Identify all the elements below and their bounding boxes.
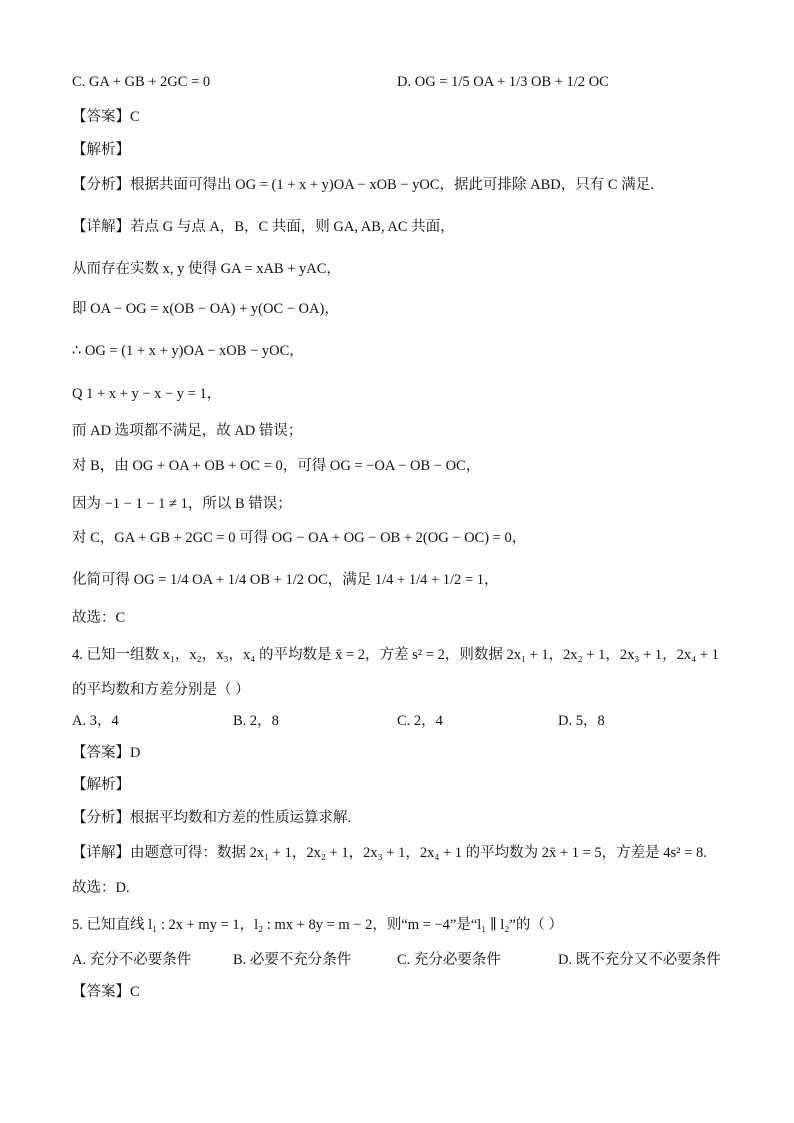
q4-option-c: C. 2，4 bbox=[397, 713, 443, 729]
q5-option-b: B. 必要不充分条件 bbox=[233, 952, 352, 968]
q3-option-c: C. GA + GB + 2GC = 0 bbox=[72, 74, 211, 90]
q5-option-d: D. 既不充分又不必要条件 bbox=[558, 952, 721, 968]
q4-analysis-label: 【解析】 bbox=[72, 777, 130, 793]
q3-detail-9: 对 C，GA + GB + 2GC = 0 可得 OG − OA + OG − OB + 2(OG − OC) = 0， bbox=[72, 530, 527, 546]
q4-choose: 故选：D. bbox=[72, 880, 130, 896]
q3-detail-6: 而 AD 选项都不满足，故 AD 错误； bbox=[72, 423, 303, 439]
q5-stem: 5. 已知直线 l₁ : 2x + my = 1，l₂ : mx + 8y = m − 2，则“m = −4”是“l₁ ∥ l₂”的（ ） bbox=[72, 917, 563, 933]
q3-detail-10: 化简可得 OG = 1/4 OA + 1/4 OB + 1/2 OC，满足 1/4 + 1/4 + 1/2 = 1， bbox=[72, 572, 499, 588]
q3-choose: 故选：C bbox=[72, 610, 126, 626]
q4-stem-2: 的平均数和方差分别是（ ） bbox=[72, 682, 250, 698]
q4-option-a: A. 3，4 bbox=[72, 713, 119, 729]
q4-answer: 【答案】D bbox=[72, 745, 141, 761]
q4-detail: 【详解】由题意可得：数据 2x₁ + 1，2x₂ + 1，2x₃ + 1，2x₄ + 1 的平均数为 2x̄ + 1 = 5，方差是 4s² = 8. bbox=[72, 845, 707, 861]
q4-fenxi: 【分析】根据平均数和方差的性质运算求解. bbox=[72, 810, 352, 826]
q5-option-c: C. 充分必要条件 bbox=[397, 952, 501, 968]
q3-detail-3: 即 OA − OG = x(OB − OA) + y(OC − OA)， bbox=[72, 301, 339, 317]
q3-detail-4: ∴ OG = (1 + x + y)OA − xOB − yOC， bbox=[72, 343, 304, 359]
q3-detail-1: 【详解】若点 G 与点 A，B，C 共面，则 GA, AB, AC 共面， bbox=[72, 219, 455, 235]
q3-detail-5: Q 1 + x + y − x − y = 1， bbox=[72, 386, 222, 402]
q3-detail-8: 因为 −1 − 1 − 1 ≠ 1，所以 B 错误； bbox=[72, 496, 292, 512]
q4-option-d: D. 5，8 bbox=[558, 713, 605, 729]
q3-detail-2: 从而存在实数 x, y 使得 GA = xAB + yAC， bbox=[72, 261, 341, 277]
q5-option-a: A. 充分不必要条件 bbox=[72, 952, 192, 968]
q4-stem-1: 4. 已知一组数 x₁，x₂，x₃，x₄ 的平均数是 x̄ = 2，方差 s² = 2，则数据 2x₁ + 1，2x₂ + 1，2x₃ + 1，2x₄ + 1 bbox=[72, 647, 719, 663]
q3-answer: 【答案】C bbox=[72, 109, 140, 125]
q5-answer: 【答案】C bbox=[72, 984, 140, 1000]
q3-detail-7: 对 B，由 OG + OA + OB + OC = 0，可得 OG = −OA − OB − OC， bbox=[72, 458, 481, 474]
q4-option-b: B. 2，8 bbox=[233, 713, 279, 729]
q3-analysis-label: 【解析】 bbox=[72, 142, 130, 158]
q3-fenxi: 【分析】根据共面可得出 OG = (1 + x + y)OA − xOB − yOC，据此可排除 ABD，只有 C 满足. bbox=[72, 177, 654, 193]
q3-option-d: D. OG = 1/5 OA + 1/3 OB + 1/2 OC bbox=[397, 74, 609, 90]
